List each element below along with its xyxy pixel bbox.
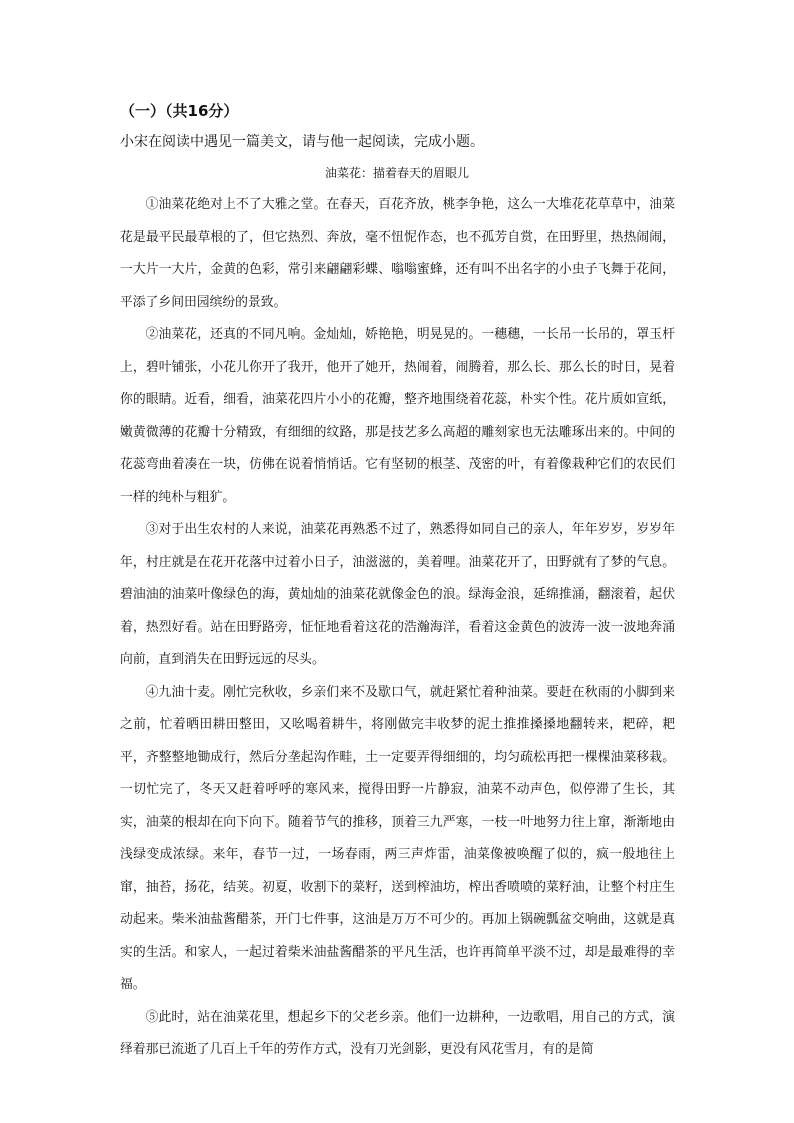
article-paragraph-1: ①油菜花绝对上不了大雅之堂。在春天，百花齐放，桃李争艳，这么一大堆花花草草中，油菜花是最平民最草根的了，但它热烈、奔放，毫不忸怩作态，也不孤芳自赏，在田野里，热热闹闹，一大片一大片，金黄的色彩，常引来翩翩彩蝶、嗡嗡蜜蜂，还有叫不出名字的小虫子飞舞于花间，平添了乡间田园缤纷的景致。	[120, 197, 675, 310]
article-paragraph-5: ⑤此时，站在油菜花里，想起乡下的父老乡亲。他们一边耕种，一边歌唱，用自己的方式，演绎着那已流逝了几百上千年的劳作方式，没有刀光剑影，更没有风花雪月，有的是简	[120, 1009, 675, 1057]
question-instruction: 小宋在阅读中遇见一篇美文，请与他一起阅读，完成小题。	[120, 134, 484, 150]
article-body	[120, 189, 675, 1067]
article-paragraph-2: ②油菜花，还真的不同凡响。金灿灿，娇艳艳，明晃晃的。一穗穗，一长吊一长吊的，罩玉杆上，碧叶铺张，小花儿你开了我开，他开了她开，热闹着，闹腾着，那么长、那么长的时日，晃着你的眼睛。近看，细看，油菜花四片小小的花瓣，整齐地围绕着花蕊，朴实个性。花片质如宣纸，嫩黄微薄的花瓣十分精致，有细细的纹路，那是技艺多么高超的雕刻家也无法雕琢出来的。中间的花蕊弯曲着凑在一块，仿佛在说着悄悄话。它有坚韧的根茎、茂密的叶，有着像栽种它们的农民们一样的纯朴与粗犷。	[120, 327, 675, 505]
article-title: 油菜花：描着春天的眉眼儿	[324, 166, 469, 180]
section-heading: （一）（共16分）	[120, 102, 239, 120]
article-paragraph-3: ③对于出生农村的人来说，油菜花再熟悉不过了，熟悉得如同自己的亲人，年年岁岁，岁岁年年，村庄就是在花开花落中过着小日子，油滋滋的，美着哩。油菜花开了，田野就有了梦的气息。碧油油的油菜叶像绿色的海，黄灿灿的油菜花就像金色的浪。绿海金浪，延绵推涌，翻滚着，起伏着，热烈好看。站在田野路旁，怔怔地看着这花的浩瀚海洋，看着这金黄色的波涛一波一波地奔涌向前，直到消失在田野远远的尽头。	[120, 522, 675, 667]
article-paragraph-4: ④九油十麦。刚忙完秋收，乡亲们来不及歇口气，就赶紧忙着种油菜。要赶在秋雨的小脚到来之前，忙着晒田耕田整田，又吆喝着耕牛，将刚做完丰收梦的泥土推推搡搡地翻转来，耙碎，耙平，齐整整地锄成行，然后分垄起沟作畦，土一定要弄得细细的，均匀疏松再把一棵棵油菜移栽。一切忙完了，冬天又赶着呼呼的寒风来，搅得田野一片静寂，油菜不动声色，似停滞了生长，其实，油菜的根却在向下向下。随着节气的推移，顶着三九严寒，一枝一叶地努力往上窜，渐渐地由浅绿变成浓绿。来年，春节一过，一场春雨，两三声炸雷，油菜像被唤醒了似的，疯一般地往上窜，抽苔，扬花，结荚。初夏，收割下的菜籽，送到榨油坊，榨出香喷喷的菜籽油，让整个村庄生动起来。柴米油盐酱醋茶，开门七件事，这油是万万不可少的。再加上锅碗瓢盆交响曲，这就是真实的生活。和家人，一起过着柴米油盐酱醋茶的平凡生活，也许再简单平淡不过，却是最难得的幸福。	[120, 684, 675, 992]
